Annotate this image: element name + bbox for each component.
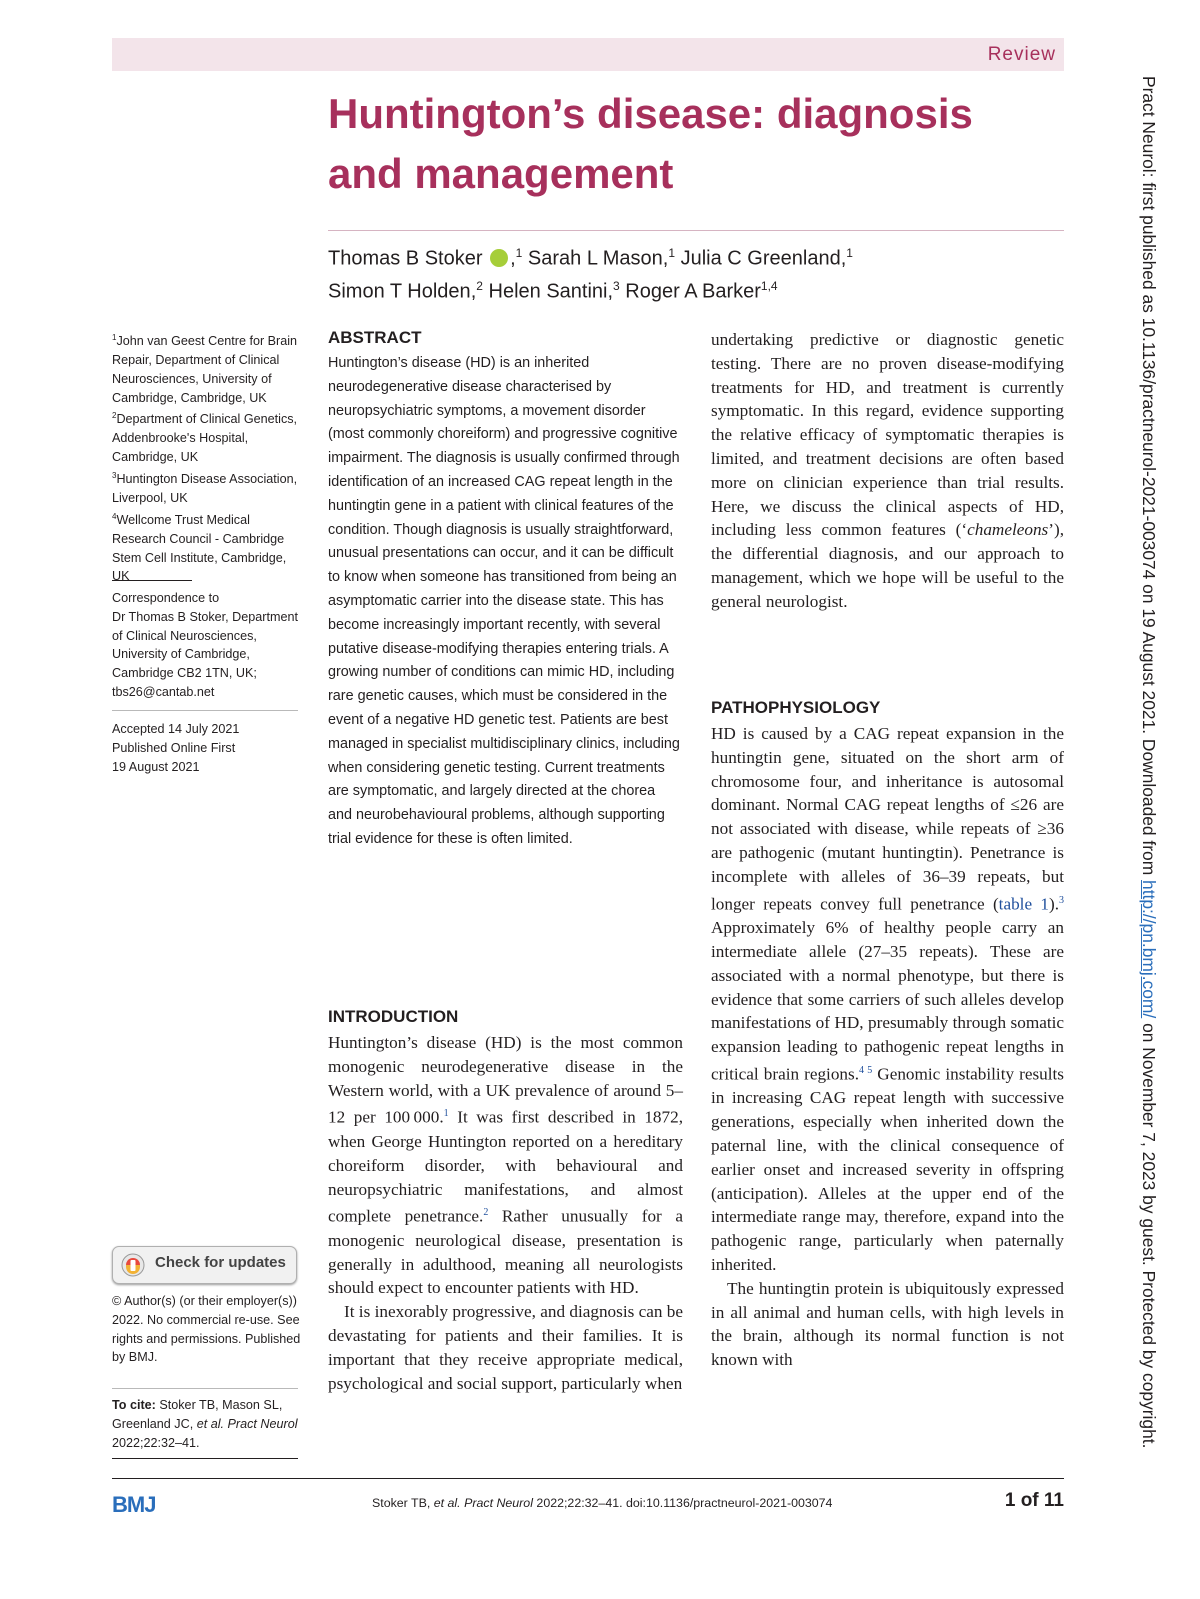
cite-label: To cite:	[112, 1398, 156, 1412]
author-name[interactable]: Roger A Barker	[625, 280, 761, 303]
bmj-logo: BMJ	[112, 1492, 156, 1517]
abstract-heading: ABSTRACT	[328, 328, 422, 347]
author-name[interactable]: Julia C Greenland	[680, 247, 841, 270]
margin-note: Pract Neurol: first published as 10.1136/practneurol-2021-003074 on 19 August 2021. Downloaded from http://pn.bmj.com/ on November 7, 2023 by guest. Protected by copyright.	[1139, 76, 1159, 1449]
author-name[interactable]: Sarah L Mason	[527, 247, 663, 270]
author-list: Thomas B Stoker ,$^1$ Sarah L Mason,$^1$ Julia C Greenland,$^1$ Simon T Holden,$^2$ Helen Santini,$^3$ Roger A Barker$^{1,4}$	[328, 246, 853, 303]
cite-box	[112, 1396, 298, 1459]
footer-citation: Stoker TB, et al. Pract Neurol 2022;22:32–41. doi:10.1136/practneurol-2021-003074	[372, 1496, 833, 1510]
pathophysiology-paragraph: HD is caused by a CAG repeat expansion in the huntingtin gene, situated on the short arm of chromosome four, and inheritance is autosomal dominant. Normal CAG repeat lengths of ≤26 are not associated with disease, while repeats of ≥36 are pathogenic (mutant huntingtin). Penetrance is incomplete with alleles of 36–39 repeats, but longer repeats convey full penetrance (table 1).$^3$ Approximately 6% of healthy people carry an intermediate allele (27–35 repeats). These are associated with a normal phenotype, but there is evidence that some carriers of such alleles develop manifestations of HD, presumably through somatic expansion leading to pathogenic repeat lengths in critical brain regions.$^{4 5}$ Genomic instability results in increasing CAG repeat length with successive generations, especially when inherited down the paternal line, with the clinical consequence of earlier onset and increased severity in offspring (anticipation). Alleles at the upper end of the intermediate range may, therefore, expand into the pathogenic range, particularly when paternally inherited. The huntingtin protein is ubiquitously expressed in all animal and human cells, with high levels in the brain, although its normal function is not known with	[711, 724, 1064, 1370]
reference-link[interactable]: 4 5	[859, 1064, 873, 1076]
article-title: Huntington’s disease: diagnosis and management	[328, 90, 973, 197]
introduction-paragraph: Huntington’s disease (HD) is the most common monogenic neurodegenerative disease in the Western world, with a UK prevalence of around 5–12 per 100 000.$^1$ It was first described in 1872, when George Huntington reported on a hereditary choreiform disorder, with behavioural and neuropsychiatric manifestations, and almost complete penetrance.$^2$ Rather unusually for a monogenic neurological disease, presentation is generally in adulthood, meaning all neurologists should expect to encounter patients with HD. It is inexorably progressive, and diagnosis can be devastating for patients and their families. It is important that they receive appropriate medical, psychological and social support, particularly when	[328, 1033, 683, 1393]
abstract-text: Huntington’s disease (HD) is an inherited neurodegenerative disease characterised by neuropsychiatric symptoms, a movement disorder (most commonly choreiform) and progressive cognitive impairment. The diagnosis is usually confirmed through identification of an increased CAG repeat length in the huntingtin gene in a patient with clinical features of the condition. Though diagnosis is usually straightforward, unusual presentations can occur, and it can be difficult to know when someone has transitioned from being an asymptomatic carrier into the disease state. This has become increasingly important recently, with several putative disease-modifying therapies entering trials. A growing number of conditions can mimic HD, including rare genetic causes, which must be considered in the event of a negative HD genetic test. Patients are best managed in specialist multidisciplinary clinics, including when considering genetic testing. Current treatments are symptomatic, and largely directed at the chorea and neurobehavioural problems, although supporting trial evidence for these is often limited.	[328, 355, 680, 847]
reference-link[interactable]: 1	[443, 1108, 449, 1120]
affiliation: $^2$Department of Clinical Genetics, Addenbrooke's Hospital, Cambridge, UK	[112, 411, 298, 465]
correspondence	[112, 589, 302, 702]
page-number: 1 of 11	[1004, 1490, 1064, 1511]
sidebar-divider	[112, 580, 192, 581]
continued-paragraph: undertaking predictive or diagnostic genetic testing. There are no proven disease-modifying treatments for HD, and treatment is currently symptomatic. In this regard, evidence supporting the relative efficacy of symptomatic therapies is limited, and treatment decisions are often based more on clinician experience than trial results. Here, we discuss the clinical aspects of HD, including less common features (‘chameleons’), the differential diagnosis, and our approach to management, which we hope will be useful to the general neurologist.	[711, 330, 1064, 611]
affiliation: $^4$Wellcome Trust Medical Research Council - Cambridge Stem Cell Institute, Cambridge, UK	[112, 511, 287, 584]
author-name[interactable]: Simon T Holden	[328, 280, 471, 303]
reference-link[interactable]: 3	[1059, 894, 1064, 906]
affiliation: $^3$Huntington Disease Association, Liverpool, UK	[112, 470, 298, 505]
cite-authors: Stoker TB, Mason SL, Greenland JC,	[112, 1398, 283, 1431]
section-label: Review	[987, 44, 1056, 65]
section-band	[112, 38, 1064, 71]
published-label: Published Online First	[112, 740, 236, 755]
check-updates-label: Check for updates	[155, 1254, 286, 1271]
cite-journal: Pract Neurol	[227, 1416, 298, 1431]
crossmark-icon	[121, 1253, 145, 1277]
published-date: 19 August 2021	[112, 759, 200, 774]
author-name[interactable]: Helen Santini	[488, 280, 608, 303]
sidebar-divider	[112, 1388, 298, 1389]
cite-ref: 2022;22:32–41.	[112, 1435, 200, 1450]
cite-etal: et al.	[196, 1416, 225, 1431]
correspondence-text: Dr Thomas B Stoker, Department of Clinical Neurosciences, University of Cambridge, Cambridge CB2 1TN, UK; tbs26@cantab.net	[112, 609, 298, 699]
copyright-notice: © Author(s) (or their employer(s)) 2022. No commercial re-use. See rights and permissions. Published by BMJ.	[112, 1294, 301, 1365]
dates	[112, 720, 302, 776]
author-name[interactable]: Thomas B Stoker	[328, 247, 483, 270]
check-for-updates-button[interactable]	[112, 1246, 297, 1284]
accepted-date: Accepted 14 July 2021	[112, 722, 240, 736]
journal-link[interactable]: http://pn.bmj.com/	[1139, 880, 1159, 1019]
title-divider	[328, 230, 1064, 231]
affiliations	[112, 329, 302, 586]
sidebar-divider	[112, 710, 298, 711]
table-link[interactable]: table 1	[998, 894, 1049, 914]
affiliation: $^1$John van Geest Centre for Brain Repair, Department of Clinical Neurosciences, University of Cambridge, Cambridge, UK	[112, 333, 298, 405]
reference-link[interactable]: 2	[483, 1207, 489, 1219]
orcid-icon[interactable]	[490, 249, 508, 267]
pathophysiology-heading: PATHOPHYSIOLOGY	[711, 698, 881, 717]
introduction-heading: INTRODUCTION	[328, 1007, 459, 1026]
footer-divider	[112, 1478, 1064, 1479]
correspondence-label: Correspondence to	[112, 591, 220, 605]
